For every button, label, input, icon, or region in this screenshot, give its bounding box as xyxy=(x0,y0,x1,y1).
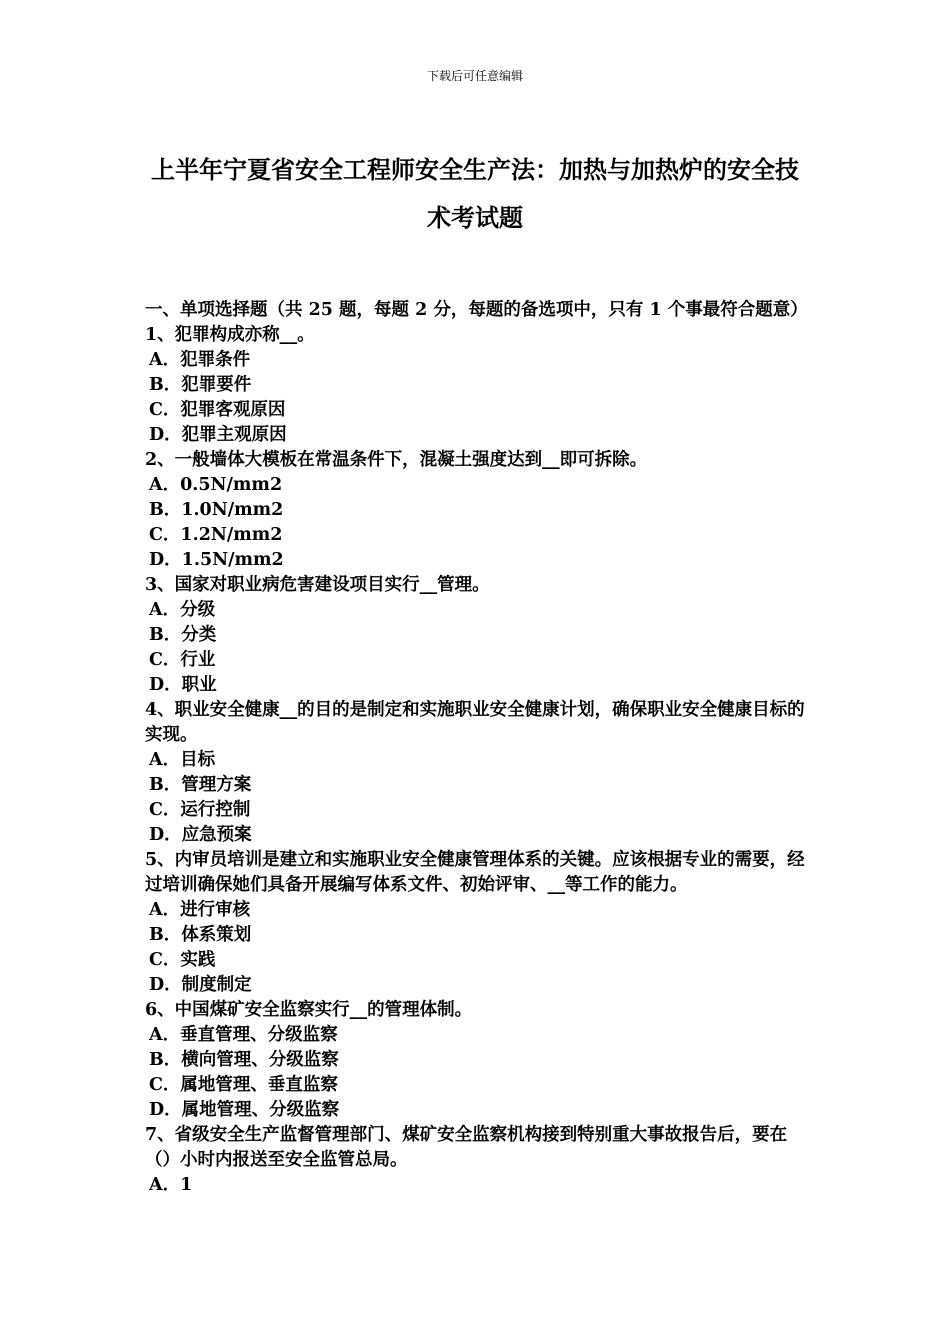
option-d: D．1.5N/mm2 xyxy=(149,550,284,570)
option-b: B．分类 xyxy=(149,625,217,645)
option-a: A．分级 xyxy=(149,600,216,620)
option-a: A．1 xyxy=(149,1175,193,1195)
document-body xyxy=(145,298,810,1198)
option-a: A．垂直管理、分级监察 xyxy=(149,1025,338,1045)
question-stem: 6、中国煤矿安全监察实行__的管理体制。 xyxy=(145,1000,473,1020)
question-stem: 5、内审员培训是建立和实施职业安全健康管理体系的关键。应该根据专业的需要，经过培训确保她们具备开展编写体系文件、初始评审、__等工作的能力。 xyxy=(145,850,805,895)
option-c: C．属地管理、垂直监察 xyxy=(149,1075,338,1095)
question-stem: 7、省级安全生产监督管理部门、煤矿安全监察机构接到特别重大事故报告后，要在（）小时内报送至安全监管总局。 xyxy=(145,1125,788,1170)
option-b: B．横向管理、分级监察 xyxy=(149,1050,339,1070)
option-d: D．应急预案 xyxy=(149,825,252,845)
question-1 xyxy=(145,323,810,448)
option-a: A．0.5N/mm2 xyxy=(149,475,283,495)
option-b: B．管理方案 xyxy=(149,775,252,795)
option-d: D．制度制定 xyxy=(149,975,252,995)
question-3 xyxy=(145,573,810,698)
option-a: A．犯罪条件 xyxy=(149,350,251,370)
document-title: 上半年宁夏省安全工程师安全生产法：加热与加热炉的安全技术考试题 xyxy=(151,155,799,232)
question-5 xyxy=(145,848,810,998)
option-c: C．犯罪客观原因 xyxy=(149,400,286,420)
option-d: D．属地管理、分级监察 xyxy=(149,1100,340,1120)
option-c: C．运行控制 xyxy=(149,800,251,820)
option-b: B．犯罪要件 xyxy=(149,375,252,395)
option-b: B．体系策划 xyxy=(149,925,252,945)
option-c: C．实践 xyxy=(149,950,216,970)
question-2 xyxy=(145,448,810,573)
option-c: C．1.2N/mm2 xyxy=(149,525,283,545)
question-6 xyxy=(145,998,810,1123)
question-4 xyxy=(145,698,810,848)
question-7 xyxy=(145,1123,810,1198)
section-heading: 一、单项选择题（共 25 题，每题 2 分，每题的备选项中，只有 1 个事最符合题意） xyxy=(145,300,808,320)
option-b: B．1.0N/mm2 xyxy=(149,500,284,520)
question-stem: 3、国家对职业病危害建设项目实行__管理。 xyxy=(145,575,490,595)
option-a: A．进行审核 xyxy=(149,900,251,920)
question-stem: 4、职业安全健康__的目的是制定和实施职业安全健康计划，确保职业安全健康目标的实现。 xyxy=(145,700,805,745)
option-d: D．犯罪主观原因 xyxy=(149,425,287,445)
question-stem: 2、一般墙体大模板在常温条件下，混凝土强度达到__即可拆除。 xyxy=(145,450,648,470)
question-stem: 1、犯罪构成亦称__。 xyxy=(145,325,315,345)
header-note: 下载后可任意编辑 xyxy=(426,69,523,83)
option-d: D．职业 xyxy=(149,675,217,695)
option-c: C．行业 xyxy=(149,650,216,670)
option-a: A．目标 xyxy=(149,750,216,770)
